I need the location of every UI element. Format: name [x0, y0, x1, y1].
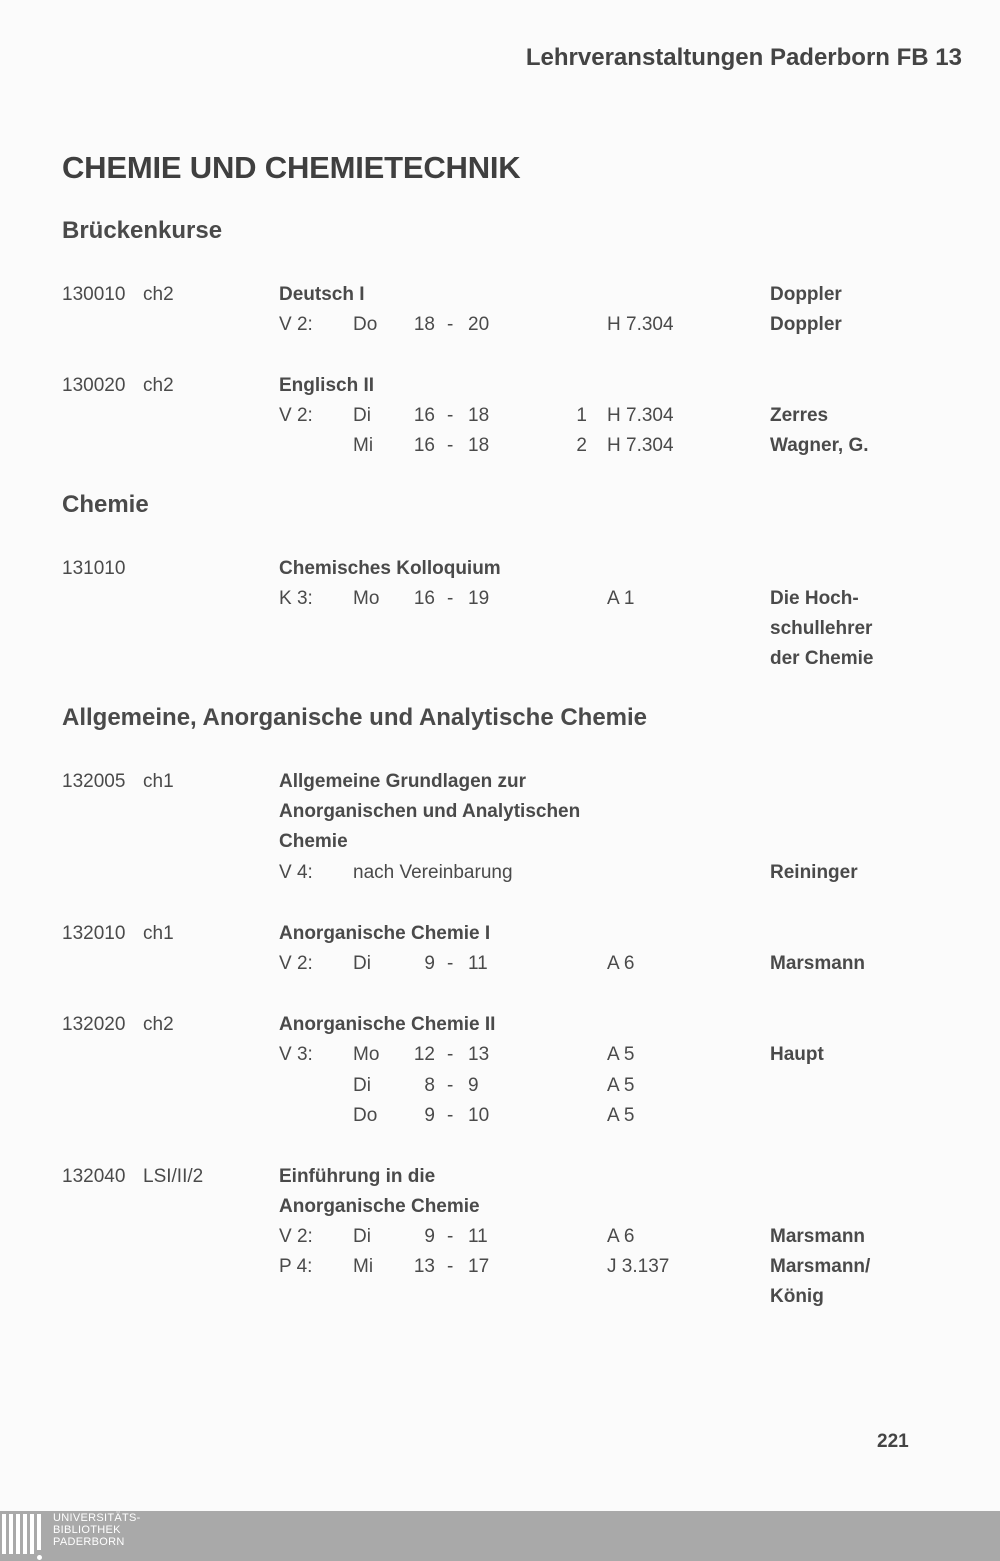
- session-row: [0, 949, 1000, 979]
- session-type: V 2:: [279, 1226, 313, 1247]
- session-end: 10: [468, 1105, 490, 1126]
- session-day: Do: [353, 314, 378, 335]
- session-day: Do: [353, 1105, 378, 1126]
- time-dash: -: [447, 435, 454, 456]
- session-type: V 3:: [279, 1044, 313, 1065]
- session-start: 9: [424, 1105, 435, 1126]
- session-room: A 5: [607, 1105, 635, 1126]
- course-code: ch2: [143, 284, 174, 305]
- session-day: Mo: [353, 1044, 380, 1065]
- session-room: H 7.304: [607, 435, 674, 456]
- section-heading-aaac: Allgemeine, Anorganische und Analytische Chemie: [62, 704, 648, 731]
- session-day: Di: [353, 1226, 371, 1247]
- logo-line: PADERBORN: [53, 1536, 125, 1548]
- session-row: [0, 310, 1000, 340]
- session-type: K 3:: [279, 588, 313, 609]
- session-day: Di: [353, 405, 371, 426]
- session-row: [0, 1071, 1000, 1101]
- session-group: 1: [576, 405, 587, 426]
- course-title-continuation: [0, 797, 1000, 827]
- course-number: 132040: [62, 1166, 126, 1187]
- session-start: 16: [413, 588, 435, 609]
- course-title: Englisch II: [279, 375, 375, 396]
- session-lecturer: der Chemie: [770, 648, 874, 669]
- session-lecturer: Doppler: [770, 314, 842, 335]
- course-title-continuation: [0, 827, 1000, 857]
- session-end: 18: [468, 405, 490, 426]
- session-end: 19: [468, 588, 490, 609]
- session-room: H 7.304: [607, 314, 674, 335]
- course-title-continuation: [0, 1192, 1000, 1222]
- course-title: Anorganische Chemie I: [279, 923, 491, 944]
- session-start: 8: [424, 1075, 435, 1096]
- course-title: Anorganischen und Analytischen: [279, 801, 581, 822]
- session-lecturer: Marsmann/: [770, 1256, 871, 1277]
- course-title: Anorganische Chemie II: [279, 1014, 496, 1035]
- session-room: A 5: [607, 1075, 635, 1096]
- time-dash: -: [447, 405, 454, 426]
- course-number: 132010: [62, 923, 126, 944]
- course-lecturer: Doppler: [770, 284, 842, 305]
- session-lecturer: Die Hoch-: [770, 588, 859, 609]
- session-row: [0, 1252, 1000, 1282]
- course-number: 132020: [62, 1014, 126, 1035]
- time-dash: -: [447, 953, 454, 974]
- session-end: 20: [468, 314, 490, 335]
- session-end: 17: [468, 1256, 490, 1277]
- session-row: [0, 584, 1000, 614]
- course-number: 130020: [62, 375, 126, 396]
- session-day: Mi: [353, 1256, 374, 1277]
- course-title: Allgemeine Grundlagen zur: [279, 771, 527, 792]
- course-132010: [0, 919, 1000, 949]
- session-room: A 1: [607, 588, 635, 609]
- course-code: ch2: [143, 375, 174, 396]
- session-day: Mi: [353, 435, 374, 456]
- session-type: V 2:: [279, 314, 313, 335]
- course-code: ch1: [143, 923, 174, 944]
- time-dash: -: [447, 314, 454, 335]
- logo-line: BIBLIOTHEK: [53, 1524, 121, 1536]
- session-start: 9: [424, 953, 435, 974]
- session-lecturer: Marsmann: [770, 953, 866, 974]
- session-type: P 4:: [279, 1256, 313, 1277]
- time-dash: -: [447, 1075, 454, 1096]
- time-dash: -: [447, 1044, 454, 1065]
- session-start: 12: [413, 1044, 435, 1065]
- course-code: ch2: [143, 1014, 174, 1035]
- course-130020: [0, 371, 1000, 401]
- session-lecturer: Marsmann: [770, 1226, 866, 1247]
- footer-bar: [0, 1511, 1000, 1561]
- session-room: A 6: [607, 1226, 635, 1247]
- session-lecturer: schullehrer: [770, 618, 873, 639]
- session-row: [0, 1222, 1000, 1252]
- course-title: Chemie: [279, 831, 348, 852]
- session-day: Di: [353, 1075, 371, 1096]
- session-type: V 2:: [279, 405, 313, 426]
- session-end: 13: [468, 1044, 490, 1065]
- time-dash: -: [447, 1226, 454, 1247]
- session-lecturer: König: [770, 1286, 824, 1307]
- session-room: A 5: [607, 1044, 635, 1065]
- page-number: 221: [877, 1431, 909, 1452]
- course-title: Deutsch I: [279, 284, 365, 305]
- session-lecturer: Haupt: [770, 1044, 824, 1065]
- session-start: 16: [413, 435, 435, 456]
- section-heading-brueckenkurse: Brückenkurse: [62, 217, 223, 244]
- time-dash: -: [447, 588, 454, 609]
- session-row: [0, 1101, 1000, 1131]
- session-type: V 4:: [279, 862, 313, 883]
- course-code: ch1: [143, 771, 174, 792]
- course-132005: [0, 767, 1000, 797]
- session-row: [0, 431, 1000, 461]
- session-row: [0, 401, 1000, 431]
- session-day: Di: [353, 953, 371, 974]
- session-room: H 7.304: [607, 405, 674, 426]
- session-note: nach Vereinbarung: [353, 862, 513, 883]
- session-lecturer: Zerres: [770, 405, 829, 426]
- session-end: 11: [468, 1226, 488, 1247]
- course-132020: [0, 1010, 1000, 1040]
- time-dash: -: [447, 1105, 454, 1126]
- session-start: 18: [413, 314, 435, 335]
- course-title: Chemisches Kolloquium: [279, 558, 501, 579]
- session-type: V 2:: [279, 953, 313, 974]
- session-lecturer: Reininger: [770, 862, 858, 883]
- session-start: 9: [424, 1226, 435, 1247]
- course-code: LSI/II/2: [143, 1166, 204, 1187]
- course-number: 130010: [62, 284, 126, 305]
- session-end: 18: [468, 435, 490, 456]
- chapter-title: CHEMIE UND CHEMIETECHNIK: [62, 150, 521, 185]
- session-row: [0, 858, 1000, 888]
- running-head: Lehrveranstaltungen Paderborn FB 13: [525, 44, 962, 71]
- library-logo-icon: [0, 1514, 46, 1558]
- session-room: J 3.137: [607, 1256, 670, 1277]
- session-group: 2: [576, 435, 587, 456]
- lecturer-continuation: [0, 614, 1000, 644]
- time-dash: -: [447, 1256, 454, 1277]
- course-title: Anorganische Chemie: [279, 1196, 480, 1217]
- session-start: 16: [413, 405, 435, 426]
- session-room: A 6: [607, 953, 635, 974]
- session-row: [0, 1040, 1000, 1070]
- logo-line: UNIVERSITÄTS-: [53, 1512, 141, 1524]
- session-end: 9: [468, 1075, 479, 1096]
- lecturer-continuation: [0, 1282, 1000, 1312]
- session-start: 13: [413, 1256, 435, 1277]
- session-lecturer: Wagner, G.: [770, 435, 869, 456]
- lecturer-continuation: [0, 644, 1000, 674]
- section-heading-chemie: Chemie: [62, 491, 149, 518]
- course-132040: [0, 1162, 1000, 1192]
- course-number: 132005: [62, 771, 126, 792]
- course-number: 131010: [62, 558, 126, 579]
- course-title: Einführung in die: [279, 1166, 436, 1187]
- library-logo-text: [53, 1512, 141, 1548]
- course-130010: [0, 280, 1000, 310]
- course-131010: [0, 554, 1000, 584]
- session-day: Mo: [353, 588, 380, 609]
- session-end: 11: [468, 953, 488, 974]
